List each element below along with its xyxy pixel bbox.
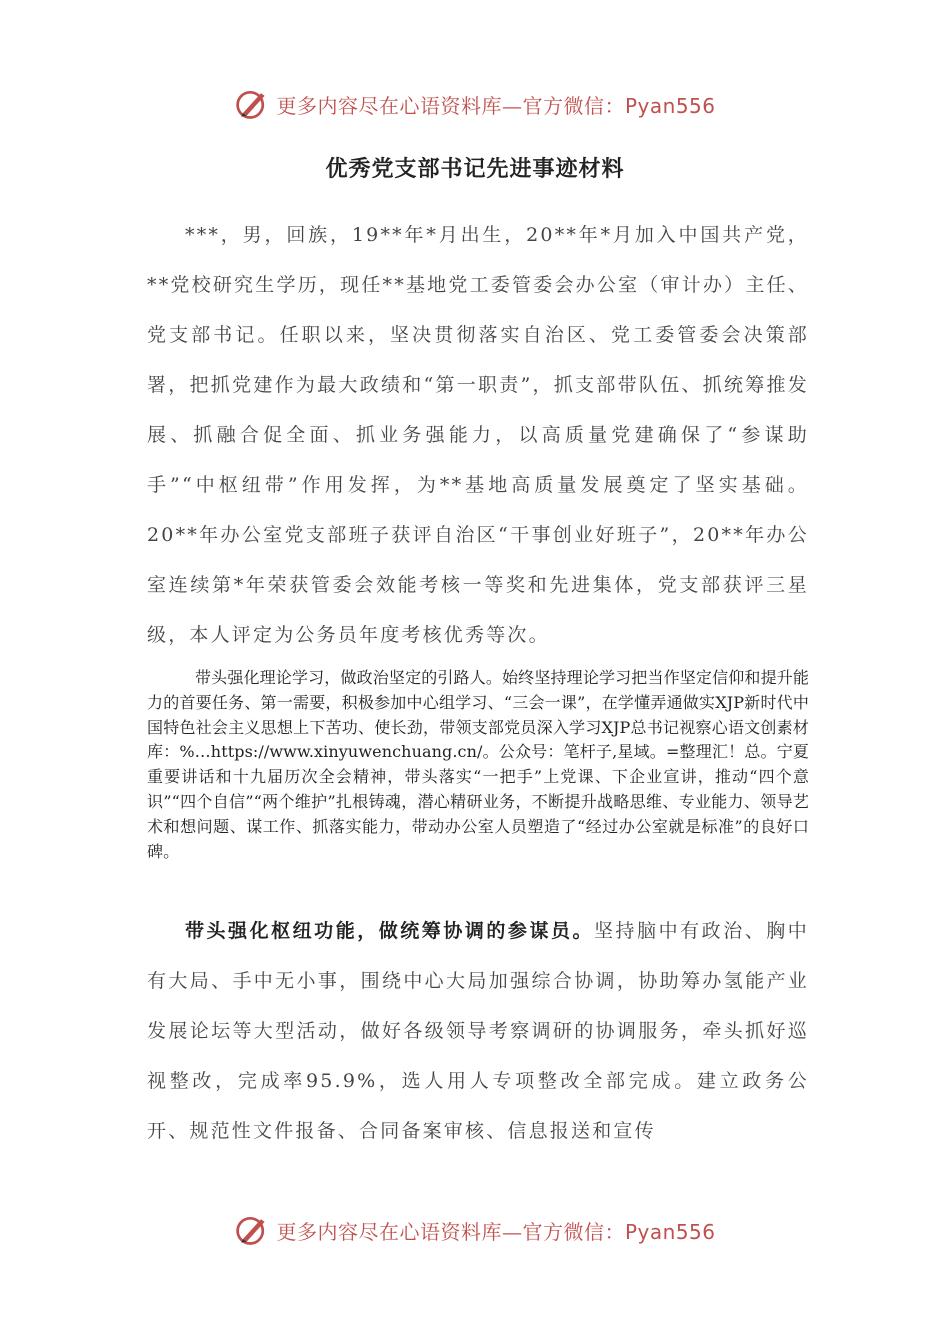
paragraph-theory-study: 带头强化理论学习，做政治坚定的引路人。始终坚持理论学习把当作坚定信仰和提升能力的首要任务、第一需要，积极参加中心组学习、“三会一课”，在学懂弄通做实XJP新时代中国特色社会主义思想上下苦功、使长劲，带领支部党员深入学习XJP总书记视察心语文创素材库：%…https://www.xinyuwenchuang.cn/。公众号：笔杆子,星域。=整理汇！总。宁夏重要讲话和十九届历次全会精神，带头落实“一把手”上党课、下企业宣讲，推动“四个意识”“四个自信”“两个维护”扎根铸魂，潜心精研业务，不断提升战略思维、专业能力、领导艺术和想问题、谋工作、抓落实能力，带动办公室人员塑造了“经过办公室就是标准”的良好口碑。 (147, 668, 809, 861)
pen-logo-icon (234, 86, 270, 122)
paragraph-intro: ***，男，回族，19**年*月出生，20**年*月加入中国共产党，**党校研究生学历，现任**基地党工委管委会办公室（审计办）主任、党支部书记。任职以来，坚决贯彻落实自治区、党工委管委会决策部署，把抓党建作为最大政绩和“第一职责”，抓支部带队伍、抓统筹推发展、抓融合促全面、抓业务强能力，以高质量党建确保了“参谋助手”“中枢纽带”作用发挥，为**基地高质量发展奠定了坚实基础。20**年办公室党支部班子获评自治区“干事创业好班子”，20**年办公室连续第*年荣获管委会效能考核一等奖和先进集体，党支部获评三星级，本人评定为公务员年度考核优秀等次。 (147, 224, 809, 646)
paragraph-coordination-heading: 带头强化枢纽功能，做统筹协调的参谋员。 (185, 920, 595, 942)
pen-logo-icon (234, 1212, 270, 1248)
banner-text: 更多内容尽在心语资料库—官方微信： (276, 93, 625, 118)
paragraph-coordination-body: 坚持脑中有政治、胸中有大局、手中无小事，围绕中心大局加强综合协调，协助筹办氢能产业发展论坛等大型活动，做好各级领导考察调研的协调服务，牵头抓好巡视整改，完成率95.9%，选人用人专项整改全部完成。建立政务公开、规范性文件报备、合同备案审核、信息报送和宣传 (147, 920, 809, 1142)
header-banner (0, 84, 950, 124)
banner-wechat-id: Pyan556 (624, 93, 716, 118)
banner-wechat-id: Pyan556 (624, 1219, 716, 1244)
footer-banner (0, 1210, 950, 1250)
paragraph-coordination (147, 906, 809, 1156)
document-title: 优秀党支部书记先进事迹材料 (325, 156, 625, 182)
banner-text: 更多内容尽在心语资料库—官方微信： (276, 1219, 625, 1244)
